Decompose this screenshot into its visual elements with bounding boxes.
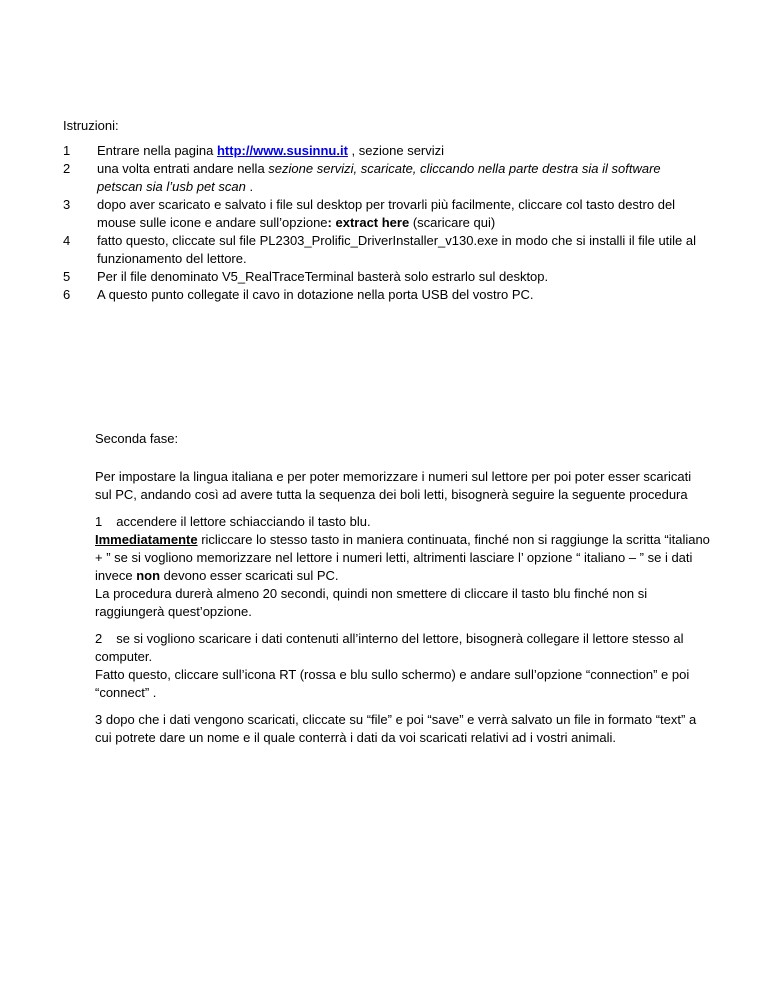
procedure-step-3: 3 dopo che i dati vengono scaricati, cliccate su “file” e poi “save” e verrà salvato un file in formato “text” a cui potrete dare un nome e il quale conterrà i dati da voi scaricati relativi ad i vostri animali. [95, 712, 697, 745]
step-text: fatto questo, cliccate sul file PL2303_Prolific_DriverInstaller_v130.exe in modo che si installi il file utile al funzionamento del lettore. [97, 233, 697, 266]
list-item [63, 232, 703, 268]
list-item [63, 196, 703, 232]
step-number: 1 [63, 143, 71, 158]
immediatamente-emphasis: Immediatamente [95, 532, 198, 547]
step-text: Per il file denominato V5_RealTraceTerminal basterà solo estrarlo sul desktop. [97, 269, 549, 284]
list-item [63, 142, 703, 160]
step-number: 2 [63, 161, 71, 176]
step-number: 4 [63, 233, 71, 248]
non-emphasis: non [136, 568, 161, 583]
istruzioni-steps-list [63, 142, 703, 304]
istruzioni-heading: Istruzioni: [63, 118, 119, 133]
seconda-fase-section [95, 430, 710, 756]
list-item [63, 268, 703, 286]
list-item [63, 286, 703, 304]
step-text: dopo aver scaricato e salvato i file sul desktop per trovarli più facilmente, cliccare col tasto destro del mouse sulle icone e andare sull’opzione: extract here (scaricare qui) [97, 197, 676, 230]
step-text: A questo punto collegate il cavo in dotazione nella porta USB del vostro PC. [97, 287, 534, 302]
step-text: Entrare nella pagina http://www.susinnu.it , sezione servizi [97, 143, 445, 158]
seconda-fase-intro: Per impostare la lingua italiana e per poter memorizzare i numeri sul lettore per poi poter esser scaricati sul PC, andando così ad avere tutta la sequenza dei boli letti, bisognerà seguire la seguente procedura [95, 469, 692, 502]
susinnu-link[interactable]: http://www.susinnu.it [216, 143, 348, 158]
step-number: 5 [63, 269, 71, 284]
seconda-fase-heading: Seconda fase: [95, 431, 179, 446]
step-number: 6 [63, 287, 71, 302]
procedure-step-2: 2 se si vogliono scaricare i dati contenuti all’interno del lettore, bisognerà collegare il lettore stesso al computer. Fatto questo, cliccare sull’icona RT (rossa e blu sullo schermo) e andare sull’opzione “connection” e poi “connect” . [95, 631, 690, 700]
step-text: una volta entrati andare nella sezione servizi, scaricate, cliccando nella parte destra sia il software petscan sia l’usb pet scan . [97, 161, 661, 194]
step-number: 3 [63, 197, 71, 212]
procedure-step-1: 1 accendere il lettore schiacciando il tasto blu. Immediatamente ricliccare lo stesso tasto in maniera continuata, finché non si raggiunge la scritta “italiano + ” se si vogliono memorizzare nel lettore i numeri letti, altrimenti lasciare l’ opzione “ italiano – ” se i dati invece non devono esser scaricati sul PC. La procedura durerà almeno 20 secondi, quindi non smettere di cliccare il tasto blu finché non si raggiungerà quest’opzione. [95, 514, 710, 619]
list-item [63, 160, 703, 196]
